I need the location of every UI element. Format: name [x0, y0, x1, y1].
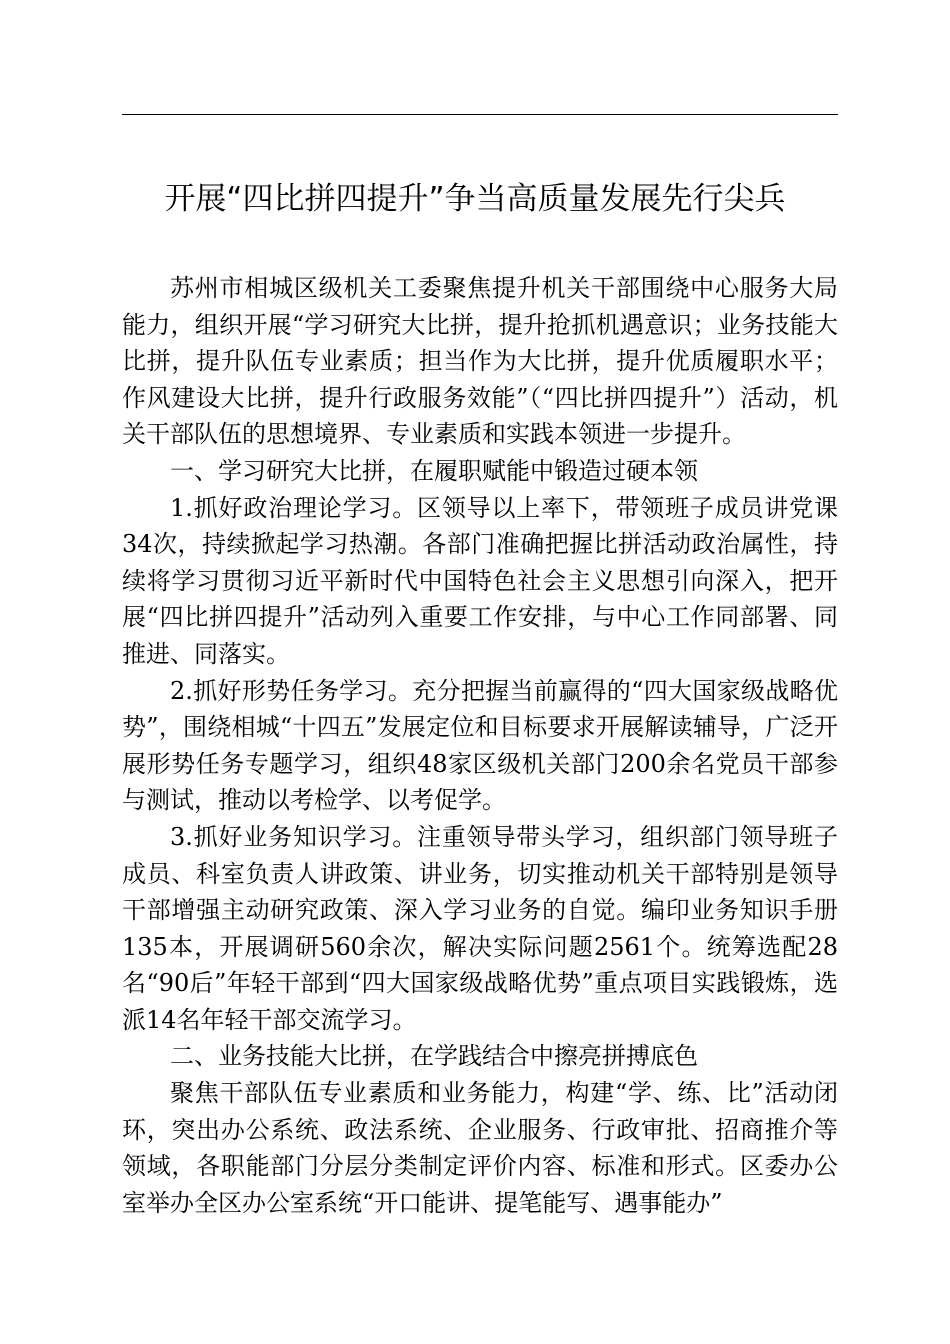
document-body	[122, 270, 838, 1221]
section-heading-2: 二、业务技能大比拼，在学践结合中擦亮拼搏底色	[170, 1042, 698, 1071]
body-paragraph: 1.抓好政治理论学习。区领导以上率下，带领班子成员讲党课34次，持续掀起学习热潮。各部门准确把握比拼活动政治属性，持续将学习贯彻习近平新时代中国特色社会主义思想引向深入，把开展“四比拼四提升”活动列入重要工作安排，与中心工作同部署、同推进、同落实。	[122, 493, 838, 668]
document-title: 开展“四比拼四提升”争当高质量发展先行尖兵	[164, 181, 786, 217]
section-heading-1: 一、学习研究大比拼，在履职赋能中锻造过硬本领	[170, 456, 698, 485]
header-rule	[122, 114, 838, 115]
body-paragraph: 3.抓好业务知识学习。注重领导带头学习，组织部门领导班子成员、科室负责人讲政策、讲业务，切实推动机关干部特别是领导干部增强主动研究政策、深入学习业务的自觉。编印业务知识手册135本，开展调研560余次，解决实际问题2561个。统筹选配28名“90后”年轻干部到“四大国家级战略优势”重点项目实践锻炼，选派14名年轻干部交流学习。	[122, 822, 838, 1034]
body-paragraph: 聚焦干部队伍专业素质和业务能力，构建“学、练、比”活动闭环，突出办公系统、政法系统、企业服务、行政审批、招商推介等领域，各职能部门分层分类制定评价内容、标准和形式。区委办公室举办全区办公室系统“开口能讲、提笔能写、遇事能办”	[122, 1079, 838, 1217]
body-paragraph: 2.抓好形势任务学习。充分把握当前赢得的“四大国家级战略优势”，围绕相城“十四五”发展定位和目标要求开展解读辅导，广泛开展形势任务专题学习，组织48家区级机关部门200余名党员干部参与测试，推动以考检学、以考促学。	[122, 676, 838, 815]
intro-paragraph: 苏州市相城区级机关工委聚焦提升机关干部围绕中心服务大局能力，组织开展“学习研究大比拼，提升抢抓机遇意识；业务技能大比拼，提升队伍专业素质；担当作为大比拼，提升优质履职水平；作风建设大比拼，提升行政服务效能”（“四比拼四提升”）活动，机关干部队伍的思想境界、专业素质和实践本领进一步提升。	[122, 274, 838, 449]
